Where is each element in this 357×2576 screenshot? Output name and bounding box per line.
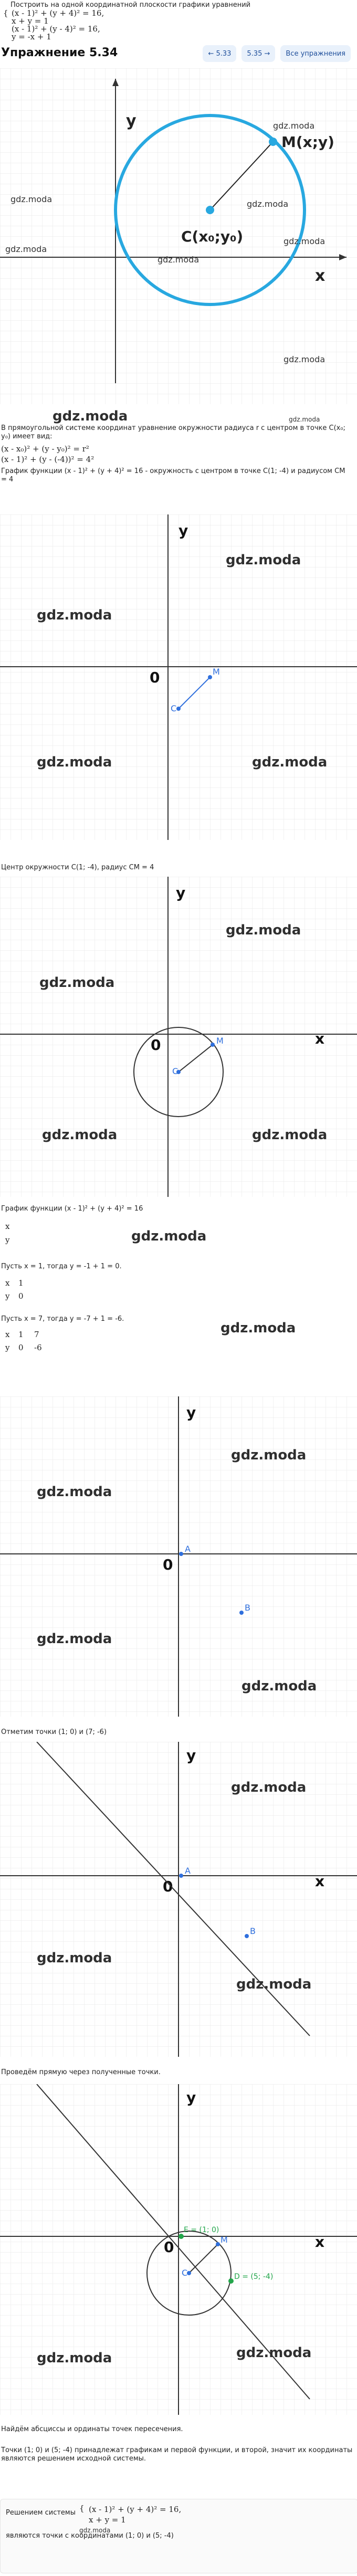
conclusion	[0, 2425, 357, 2576]
label-a: A	[185, 1866, 191, 1876]
table2-y-2: -6	[34, 1343, 42, 1352]
table1-y: y	[5, 1291, 10, 1301]
watermark-small-3: gdz.moda	[247, 199, 289, 209]
table2-y-1: 0	[18, 1343, 24, 1352]
watermark-small-5: gdz.moda	[5, 244, 47, 254]
label-c: C	[172, 1066, 178, 1076]
label-m: M	[220, 2235, 228, 2245]
watermark-big-4: gdz.moda	[37, 754, 112, 770]
point-e	[178, 2234, 184, 2239]
system-line-4: y = -x + 1	[12, 32, 51, 41]
watermark-big-19: gdz.moda	[37, 2350, 112, 2366]
draw-line-text: Проведём прямую через полученные точки.	[1, 2068, 161, 2076]
points-line: Точки (1; 0) и (5; -4) принадлежат графикам и первой функции, и второй, значит их координаты являются решением исходной системы.	[1, 2446, 353, 2463]
paragraph-2: График функции (x - 1)² + (y + 4)² = 16 - окружность с центром в точке C(1; -4) и радиусом CM = 4	[1, 467, 345, 484]
watermark-big-5: gdz.moda	[252, 754, 328, 770]
watermark-big-17: gdz.moda	[37, 1950, 112, 1966]
watermark-big-9: gdz.moda	[252, 1127, 328, 1143]
table2-x: x	[5, 1330, 10, 1339]
label-c: C	[171, 703, 177, 713]
watermark-big-1: gdz.moda	[52, 408, 128, 424]
graph-circle-1-svg	[0, 514, 357, 840]
x-label: x	[315, 2233, 325, 2251]
label-e: E = (1; 0)	[184, 2226, 219, 2234]
y-label: y	[186, 2089, 196, 2106]
point-m-dot	[269, 138, 277, 146]
mark-points-text: Отметим точки (1; 0) и (7; -6)	[1, 1728, 107, 1736]
exercise-header	[0, 42, 357, 68]
graph-circle-2-svg	[0, 877, 357, 1197]
answer-brace: {	[79, 2504, 85, 2513]
origin-label: 0	[164, 2238, 174, 2256]
y-label: y	[186, 1404, 196, 1421]
text-block-1	[0, 404, 357, 509]
equation-2: (x - 1)² + (y - (-4))² = 4²	[1, 455, 94, 464]
intro-figure	[0, 68, 357, 404]
point-c-dot	[206, 206, 214, 214]
watermark-big-11: gdz.moda	[220, 1320, 296, 1336]
label-c: C	[182, 2268, 188, 2278]
watermark-small-7: gdz.moda	[284, 354, 326, 364]
answer-sys-1: (x - 1)² + (y + 4)² = 16,	[89, 2505, 182, 2514]
origin-label: 0	[151, 1036, 161, 1054]
watermark-big-10: gdz.moda	[131, 1228, 207, 1244]
origin-label: 0	[163, 1556, 173, 1573]
let-x7: Пусть x = 7, тогда y = -7 + 1 = -6.	[1, 1315, 124, 1323]
prev-exercise-button[interactable]: ← 5.33	[203, 45, 236, 62]
graph-line-text: График функции (x - 1)² + (y + 4)² = 16	[1, 1205, 143, 1213]
graph-circle-2	[0, 877, 357, 1197]
let-x1: Пусть x = 1, тогда y = -1 + 1 = 0.	[1, 1263, 122, 1270]
intro-figure-svg	[0, 68, 357, 404]
exercise-nav	[203, 45, 351, 62]
graph-points	[0, 1396, 357, 1717]
graph-circle-1	[0, 514, 357, 840]
problem-prompt: Построить на одной координатной плоскости графики уравнений	[10, 1, 251, 9]
answer-watermark: gdz.moda	[79, 2527, 111, 2534]
graph-line-svg	[0, 1742, 357, 2057]
label-c: C(x₀;y₀)	[181, 228, 244, 245]
label-d: D = (5; -4)	[234, 2273, 274, 2281]
axis-x-label: x	[315, 267, 326, 285]
axis-y-label: y	[126, 112, 136, 130]
table1-y-1: 0	[18, 1291, 24, 1301]
watermark-big-3: gdz.moda	[226, 552, 301, 568]
origin-label: 0	[150, 669, 160, 686]
label-m: M(x;y)	[281, 133, 334, 151]
point-c	[176, 707, 181, 711]
label-m: M	[213, 667, 220, 677]
graph-line	[0, 1742, 357, 2057]
brace: {	[3, 8, 8, 18]
watermark-small-4: gdz.moda	[284, 236, 326, 246]
watermark-big-13: gdz.moda	[231, 1447, 307, 1463]
point-a	[179, 1552, 183, 1556]
graph-intersections	[0, 2084, 357, 2415]
y-header: y	[5, 1235, 10, 1245]
grid	[0, 877, 357, 1197]
all-exercises-button[interactable]: Все упражнения	[280, 45, 351, 62]
table1-x: x	[5, 1278, 10, 1288]
table-section	[0, 1205, 357, 1396]
point-m	[216, 2242, 220, 2246]
point-m	[211, 1043, 215, 1047]
graph-points-svg	[0, 1396, 357, 1717]
exercise-title: Упражнение 5.34	[1, 46, 118, 59]
watermark-big-2: gdz.moda	[37, 607, 112, 623]
point-m	[208, 675, 212, 679]
watermark-big-16: gdz.moda	[231, 1780, 307, 1795]
y-label: y	[176, 884, 186, 901]
y-label: y	[186, 1747, 196, 1764]
answer-sys-2: x + y = 1	[89, 2515, 126, 2525]
label-a: A	[185, 1544, 191, 1554]
system-line-3: (x - 1)² + (y - 4)² = 16,	[12, 24, 100, 34]
watermark-small-1: gdz.moda	[273, 121, 315, 131]
point-a	[179, 1874, 183, 1878]
grid	[0, 514, 357, 840]
watermark-big-7: gdz.moda	[226, 922, 301, 938]
origin-label: 0	[163, 1878, 173, 1895]
point-b	[239, 1611, 244, 1615]
system-line-1: (x - 1)² + (y + 4)² = 16,	[12, 8, 104, 18]
graph-intersections-svg	[0, 2084, 357, 2415]
y-label: y	[178, 522, 188, 539]
system-line-2: x + y = 1	[12, 16, 49, 26]
point-c	[187, 2271, 191, 2275]
watermark-big-18: gdz.moda	[236, 1976, 312, 1992]
watermark-big-12: gdz.moda	[37, 1484, 112, 1500]
point-b	[245, 1934, 249, 1938]
paragraph-1: В прямоугольной системе координат уравнение окружности радиуса r с центром в точке C(x₀; y₀) имеет вид:	[1, 424, 345, 441]
table2-y: y	[5, 1343, 10, 1352]
x-label: x	[315, 1873, 325, 1890]
answer-prefix: Решением системы	[6, 2509, 76, 2517]
x-label: x	[315, 1030, 325, 1047]
label-m: M	[216, 1036, 224, 1046]
equation-1: (x - x₀)² + (y - y₀)² = r²	[1, 444, 89, 454]
next-exercise-button[interactable]: 5.35 →	[242, 45, 275, 62]
watermark-big-8: gdz.moda	[42, 1127, 118, 1143]
watermark-small-2: gdz.moda	[10, 194, 52, 204]
top-problem	[0, 0, 357, 41]
answer-suffix: являются точки с координатами (1; 0) и (5; -4)	[6, 2532, 174, 2540]
watermark-big-15: gdz.moda	[242, 1678, 317, 1694]
watermark-big-6: gdz.moda	[39, 975, 115, 991]
table2-x-1: 1	[18, 1330, 24, 1339]
watermark-small-6: gdz.moda	[158, 255, 200, 265]
watermark-big-14: gdz.moda	[37, 1631, 112, 1647]
label-b: B	[250, 1926, 256, 1936]
watermark-big-20: gdz.moda	[236, 2345, 312, 2361]
point-d	[228, 2278, 234, 2284]
label-b: B	[245, 1603, 250, 1613]
table1-x-1: 1	[18, 1278, 24, 1288]
find-intersections: Найдём абсциссы и ординаты точек пересечения.	[1, 2425, 183, 2433]
x-header: x	[5, 1222, 10, 1231]
answer-panel	[0, 2499, 357, 2573]
watermark-small-8: gdz.moda	[289, 416, 320, 423]
center-radius-text: Центр окружности C(1; -4), радиус CM = 4	[1, 864, 154, 871]
table2-x-2: 7	[34, 1330, 39, 1339]
